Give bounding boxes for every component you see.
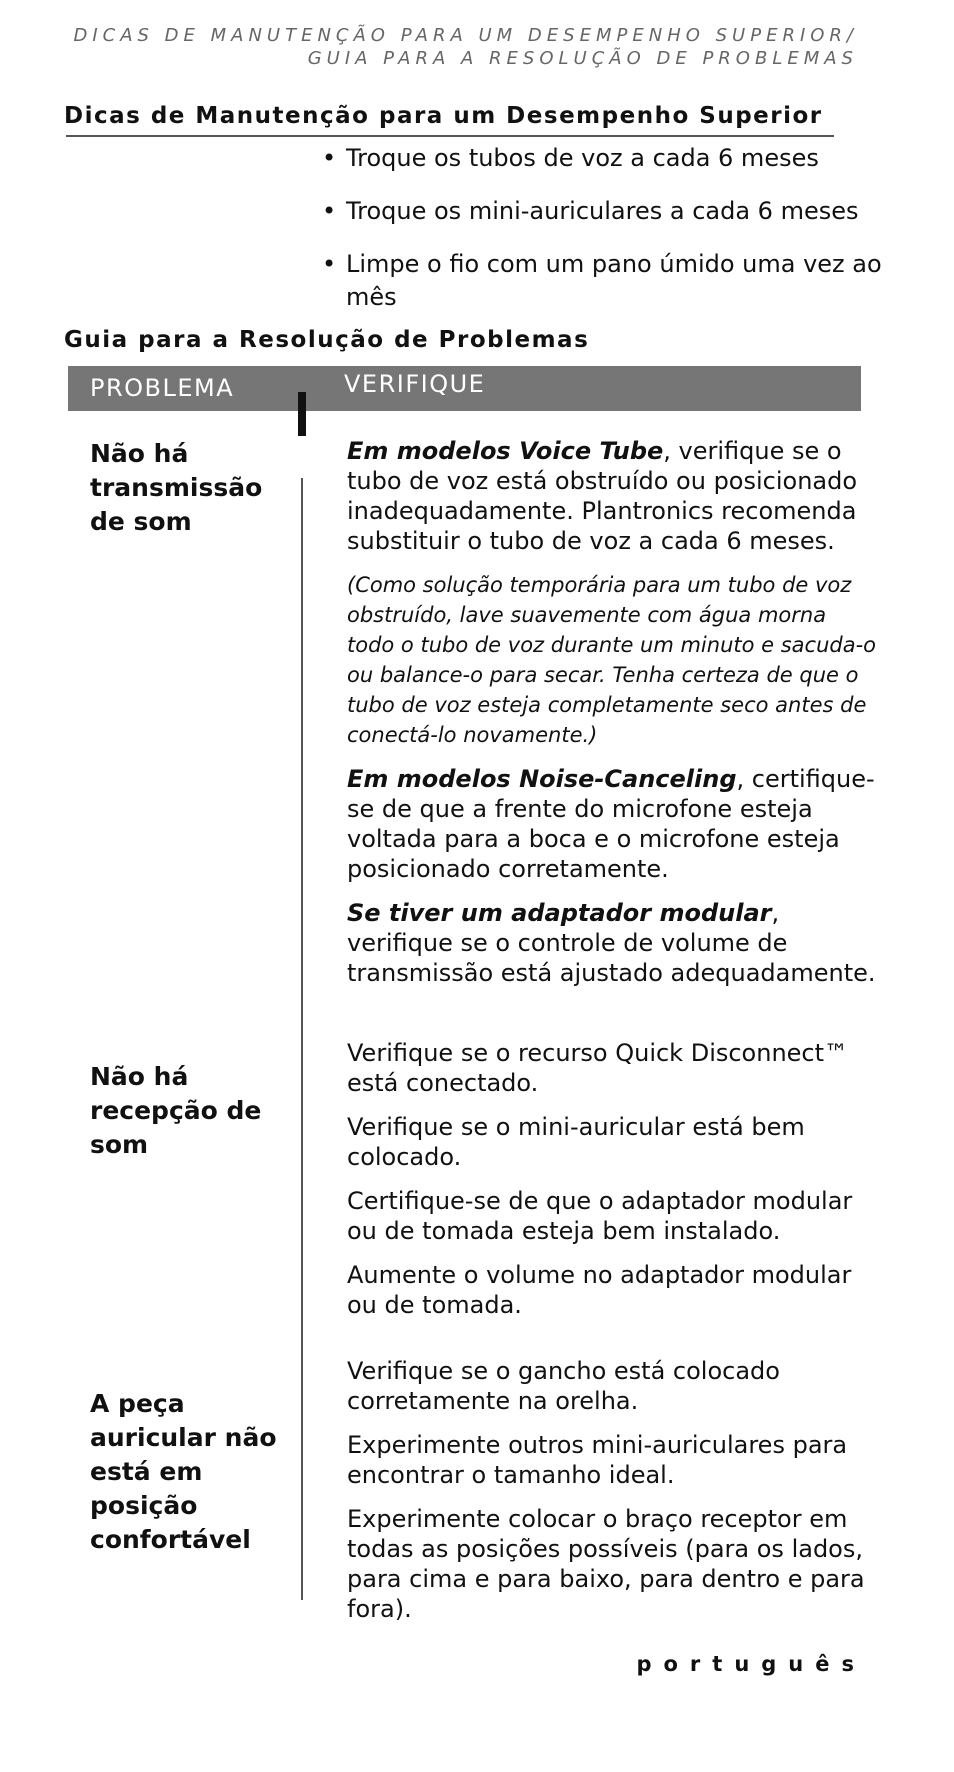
check-item: Experimente outros mini-auriculares para encontrar o tamanho ideal.: [347, 1431, 848, 1489]
list-item: [322, 248, 882, 314]
problem-no-reception: Não há recepção de som: [90, 1062, 262, 1159]
bullet-icon: •: [322, 250, 337, 278]
troubleshooting-title: Guia para a Resolução de Problemas: [64, 327, 590, 353]
running-head-line-2: GUIA PARA A RESOLUÇÃO DE PROBLEMAS: [307, 48, 858, 69]
check-item: Verifique se o gancho está colocado corretamente na orelha.: [347, 1357, 780, 1415]
table-header: [68, 366, 861, 411]
tip-text: Limpe o fio com um pano úmido uma vez ao mês: [346, 250, 882, 311]
check-item: Experimente colocar o braço receptor em todas as posições possíveis (para os lados, para cima e para baixo, para dentro e para fora).: [347, 1505, 865, 1623]
column-header-check: VERIFIQUE: [344, 370, 486, 398]
problem-uncomfortable-earpiece: A peça auricular não está em posição confortável: [90, 1389, 277, 1554]
problem-no-transmission: Não há transmissão de som: [90, 439, 263, 536]
check-lead: Se tiver um adaptador modular: [347, 899, 772, 927]
check-item: Verifique se o mini-auricular está bem colocado.: [347, 1113, 805, 1171]
check-lead: Em modelos Noise-Canceling: [347, 765, 737, 793]
list-item: [322, 195, 882, 228]
header-divider-mark: [298, 392, 306, 436]
check-text: , verifique se o tubo de voz está obstruído ou posicionado inadequadamente. Plantronics recomenda substituir o tubo de voz a cada 6 meses.: [347, 437, 858, 555]
title-rule: [66, 135, 834, 137]
column-header-problem: PROBLEMA: [90, 374, 235, 402]
checks-uncomfortable-earpiece: [347, 1356, 877, 1638]
check-item: Certifique-se de que o adaptador modular ou de tomada esteja bem instalado.: [347, 1187, 853, 1245]
check-noise-canceling: [347, 764, 877, 884]
check-lead: Em modelos Voice Tube: [347, 437, 664, 465]
running-head-line-1: DICAS DE MANUTENÇÃO PARA UM DESEMPENHO SUPERIOR/: [73, 25, 858, 46]
checks-no-transmission: [347, 436, 877, 1002]
footer-language: português: [636, 1652, 866, 1676]
check-voice-tube: [347, 436, 877, 556]
bullet-icon: •: [322, 144, 337, 172]
check-item: Verifique se o recurso Quick Disconnect™ está conectado.: [347, 1039, 849, 1097]
bullet-icon: •: [322, 197, 337, 225]
tip-text: Troque os tubos de voz a cada 6 meses: [346, 144, 819, 172]
running-head: [73, 24, 858, 70]
check-text: , verifique se o controle de volume de transmissão está ajustado adequadamente.: [347, 899, 876, 987]
check-text: , certifique-se de que a frente do microfone esteja voltada para a boca e o microfone esteja posicionado corretamente.: [347, 765, 875, 883]
check-item: Aumente o volume no adaptador modular ou de tomada.: [347, 1261, 852, 1319]
checks-no-reception: [347, 1038, 877, 1334]
check-note: (Como solução temporária para um tubo de voz obstruído, lave suavemente com água morna todo o tubo de voz durante um minuto e sacuda-o ou balance-o para secar. Tenha certeza de que o tubo de voz esteja completamente seco antes de conectá-lo novamente.): [347, 573, 877, 747]
maintenance-tips-list: [322, 142, 882, 334]
tip-text: Troque os mini-auriculares a cada 6 meses: [346, 197, 859, 225]
column-divider: [301, 478, 303, 1600]
maintenance-title: Dicas de Manutenção para um Desempenho Superior: [64, 103, 823, 129]
check-modular-adapter: [347, 898, 877, 988]
list-item: [322, 142, 882, 175]
